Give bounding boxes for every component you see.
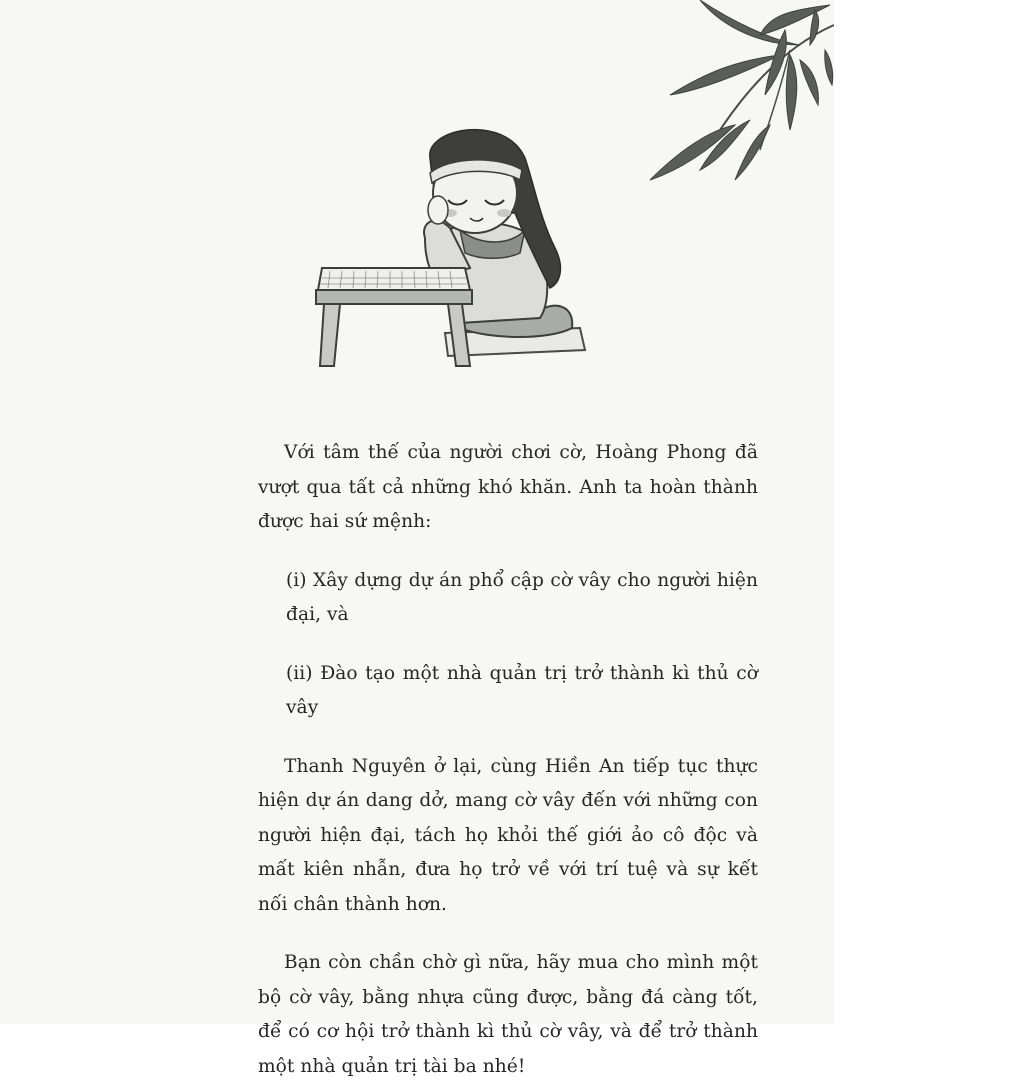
list-item-2: (ii) Đào tạo một nhà quản trị trở thành kì thủ cờ vây [286,662,758,718]
sleeping-girl-go-board-illustration [310,118,595,373]
bamboo-leaves-illustration [640,0,834,190]
list-item-1: (i) Xây dựng dự án phổ cập cờ vây cho người hiện đại, và [286,569,758,625]
body-text [258,436,758,1084]
page-outer-margin [834,0,1024,1024]
paragraph-1: Với tâm thế của người chơi cờ, Hoàng Phong đã vượt qua tất cả những khó khăn. Anh ta hoàn thành được hai sứ mệnh: [258,442,758,532]
paragraph-3: Bạn còn chần chờ gì nữa, hãy mua cho mình một bộ cờ vây, bằng nhựa cũng được, bằng đá càng tốt, để có cơ hội trở thành kì thủ cờ vây, và để trở thành một nhà quản trị tài ba nhé! [258,952,758,1077]
paragraph-2: Thanh Nguyên ở lại, cùng Hiền An tiếp tục thực hiện dự án dang dở, mang cờ vây đến với những con người hiện đại, tách họ khỏi thế giới ảo cô độc và mất kiên nhẫn, đưa họ trở về với trí tuệ và sự kết nối chân thành hơn. [258,755,758,915]
